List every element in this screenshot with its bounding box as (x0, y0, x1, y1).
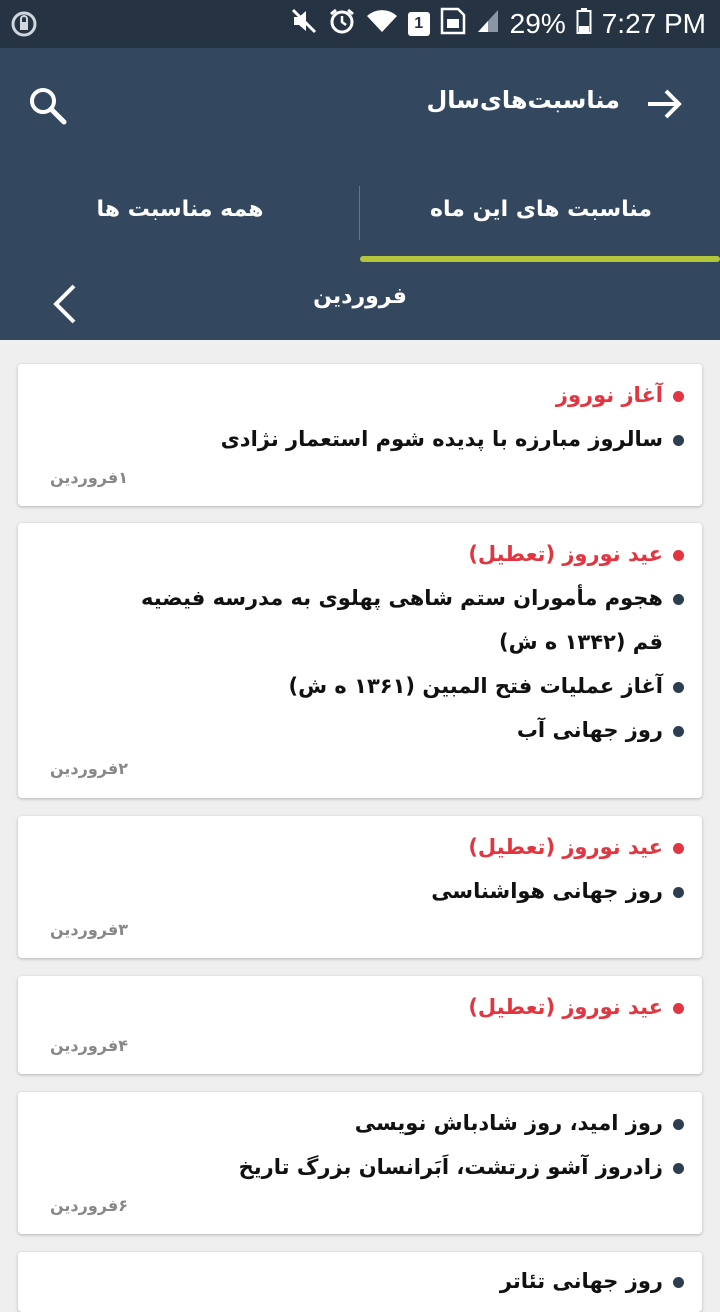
sim-badge: 1 (408, 12, 430, 36)
previous-month-button[interactable] (46, 280, 86, 328)
bullet-icon (673, 550, 684, 561)
bullet-icon (673, 435, 684, 446)
lock-icon (10, 8, 38, 42)
bullet-icon (673, 391, 684, 402)
clock: 7:27 PM (601, 8, 706, 39)
arrow-forward-icon (642, 82, 686, 126)
bullet-icon (673, 682, 684, 693)
occasion-item-continuation: قم (۱۳۴۲ ه ش) (498, 630, 663, 654)
occasion-item: روز امید، روز شادباش نویسی (355, 1108, 684, 1138)
occasion-card[interactable] (18, 1252, 702, 1312)
occasion-card[interactable] (18, 816, 702, 958)
card-date: ۴فروردین (50, 1036, 128, 1055)
occasion-item: عید نوروز (تعطیل) (468, 539, 684, 569)
card-date: ۲فروردین (50, 759, 128, 778)
app-bar (0, 48, 720, 340)
wifi-icon (366, 8, 398, 41)
tab-this-month[interactable]: مناسبت های این ماه (430, 197, 652, 222)
page-title: مناسبت‌های‌سال (426, 86, 620, 114)
chevron-left-icon (46, 280, 86, 328)
occasion-item: سالروز مبارزه با پدیده شوم استعمار نژادی (221, 424, 684, 454)
bullet-icon (673, 594, 684, 605)
status-bar (0, 0, 720, 48)
tab-divider (359, 186, 360, 240)
bullet-icon (673, 1277, 684, 1288)
card-date: ۶فروردین (50, 1196, 128, 1215)
occasion-item: هجوم مأموران ستم شاهی پهلوی به مدرسه فیضیه (141, 583, 684, 613)
card-date: ۳فروردین (50, 920, 128, 939)
occasion-card[interactable] (18, 976, 702, 1074)
alarm-icon (328, 7, 356, 42)
search-icon (26, 84, 70, 128)
occasion-item: آغاز عملیات فتح المبین (۱۳۶۱ ه ش) (289, 671, 684, 701)
bullet-icon (673, 1163, 684, 1174)
card-date: ۱فروردین (50, 468, 128, 487)
battery-percent: 29% (509, 8, 566, 39)
bullet-icon (673, 843, 684, 854)
occasion-item: زادروز آشو زرتشت، اَبَرانسان بزرگ تاریخ (239, 1152, 684, 1182)
occasion-card[interactable] (18, 1092, 702, 1234)
tab-indicator (360, 256, 720, 262)
occasion-item: روز جهانی هواشناسی (431, 876, 684, 906)
occasion-item: روز جهانی تئاتر (500, 1266, 684, 1296)
search-button[interactable] (26, 84, 70, 128)
occasion-item: آغاز نوروز (556, 380, 684, 410)
battery-icon (576, 7, 592, 42)
signal-icon (476, 8, 500, 41)
sim-icon (440, 7, 466, 42)
tab-bar (0, 168, 720, 266)
month-label: فروردین (313, 284, 407, 309)
occasion-item: عید نوروز (تعطیل) (468, 992, 684, 1022)
occasion-card[interactable] (18, 523, 702, 798)
occasion-card[interactable] (18, 364, 702, 506)
bullet-icon (673, 1003, 684, 1014)
bullet-icon (673, 887, 684, 898)
tab-all-occasions[interactable]: همه مناسبت ها (96, 197, 264, 222)
occasion-item: روز جهانی آب (517, 715, 684, 745)
back-button[interactable] (642, 82, 686, 126)
mute-icon (290, 7, 318, 42)
occasion-item: عید نوروز (تعطیل) (468, 832, 684, 862)
month-navigator (0, 266, 720, 340)
bullet-icon (673, 726, 684, 737)
bullet-icon (673, 1119, 684, 1130)
